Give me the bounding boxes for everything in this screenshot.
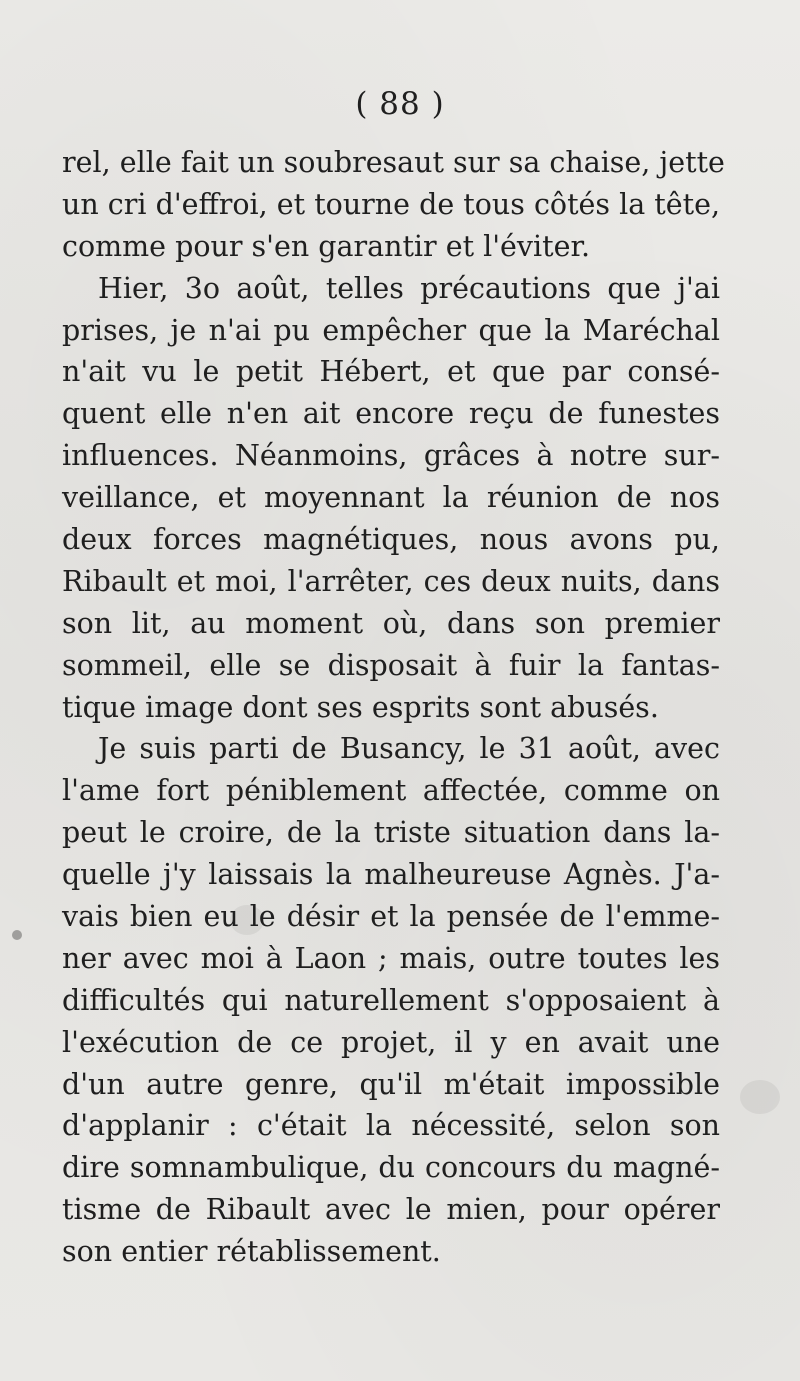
text-line: ner avec moi à Laon ; mais, outre toutes les <box>62 941 720 975</box>
text-line: prises, je n'ai pu empêcher que la Maréchal <box>62 313 720 347</box>
text-line: Ribault et moi, l'arrêter, ces deux nuits, dans <box>62 564 720 598</box>
text-line: l'exécution de ce projet, il y en avait une <box>62 1025 720 1059</box>
text-line: d'un autre genre, qu'il m'était impossible <box>62 1067 720 1101</box>
text-line: son entier rétablissement. <box>62 1235 441 1269</box>
text-line: veillance, et moyennant la réunion de nos <box>62 481 720 515</box>
page-number: ( 88 ) <box>355 86 445 122</box>
text-line: l'ame fort péniblement affectée, comme on <box>62 774 720 808</box>
text-line: vais bien eu le désir et la pensée de l'emme- <box>62 900 720 934</box>
body-text <box>62 142 725 1273</box>
text-line: peut le croire, de la triste situation dans la- <box>62 816 720 850</box>
text-line: difficultés qui naturellement s'opposaient à <box>62 983 720 1017</box>
text-line: un cri d'effroi, et tourne de tous côtés la tête, <box>62 187 720 221</box>
text-line: dire somnambulique, du concours du magné- <box>62 1151 720 1185</box>
text-line: influences. Néanmoins, grâces à notre sur- <box>62 439 720 473</box>
text-line: quelle j'y laissais la malheureuse Agnès. J'a- <box>62 858 720 892</box>
paper-stain <box>12 930 22 940</box>
text-line: n'ait vu le petit Hébert, et que par consé- <box>62 355 720 389</box>
text-line: quent elle n'en ait encore reçu de funestes <box>62 397 720 431</box>
text-line: Je suis parti de Busancy, le 31 août, avec <box>98 732 720 766</box>
paper-stain <box>740 1080 780 1114</box>
text-line: deux forces magnétiques, nous avons pu, <box>62 523 720 557</box>
text-line: Hier, 3o août, telles précautions que j'ai <box>98 271 720 305</box>
text-line: d'applanir : c'était la nécessité, selon son <box>62 1109 720 1143</box>
text-line: rel, elle fait un soubresaut sur sa chaise, jette <box>62 146 725 179</box>
text-line: sommeil, elle se disposait à fuir la fantas- <box>62 648 720 682</box>
text-line: tique image dont ses esprits sont abusés. <box>62 690 659 724</box>
text-line: comme pour s'en garantir et l'éviter. <box>62 229 591 263</box>
text-line: son lit, au moment où, dans son premier <box>62 606 720 640</box>
text-line: tisme de Ribault avec le mien, pour opérer <box>62 1193 720 1227</box>
